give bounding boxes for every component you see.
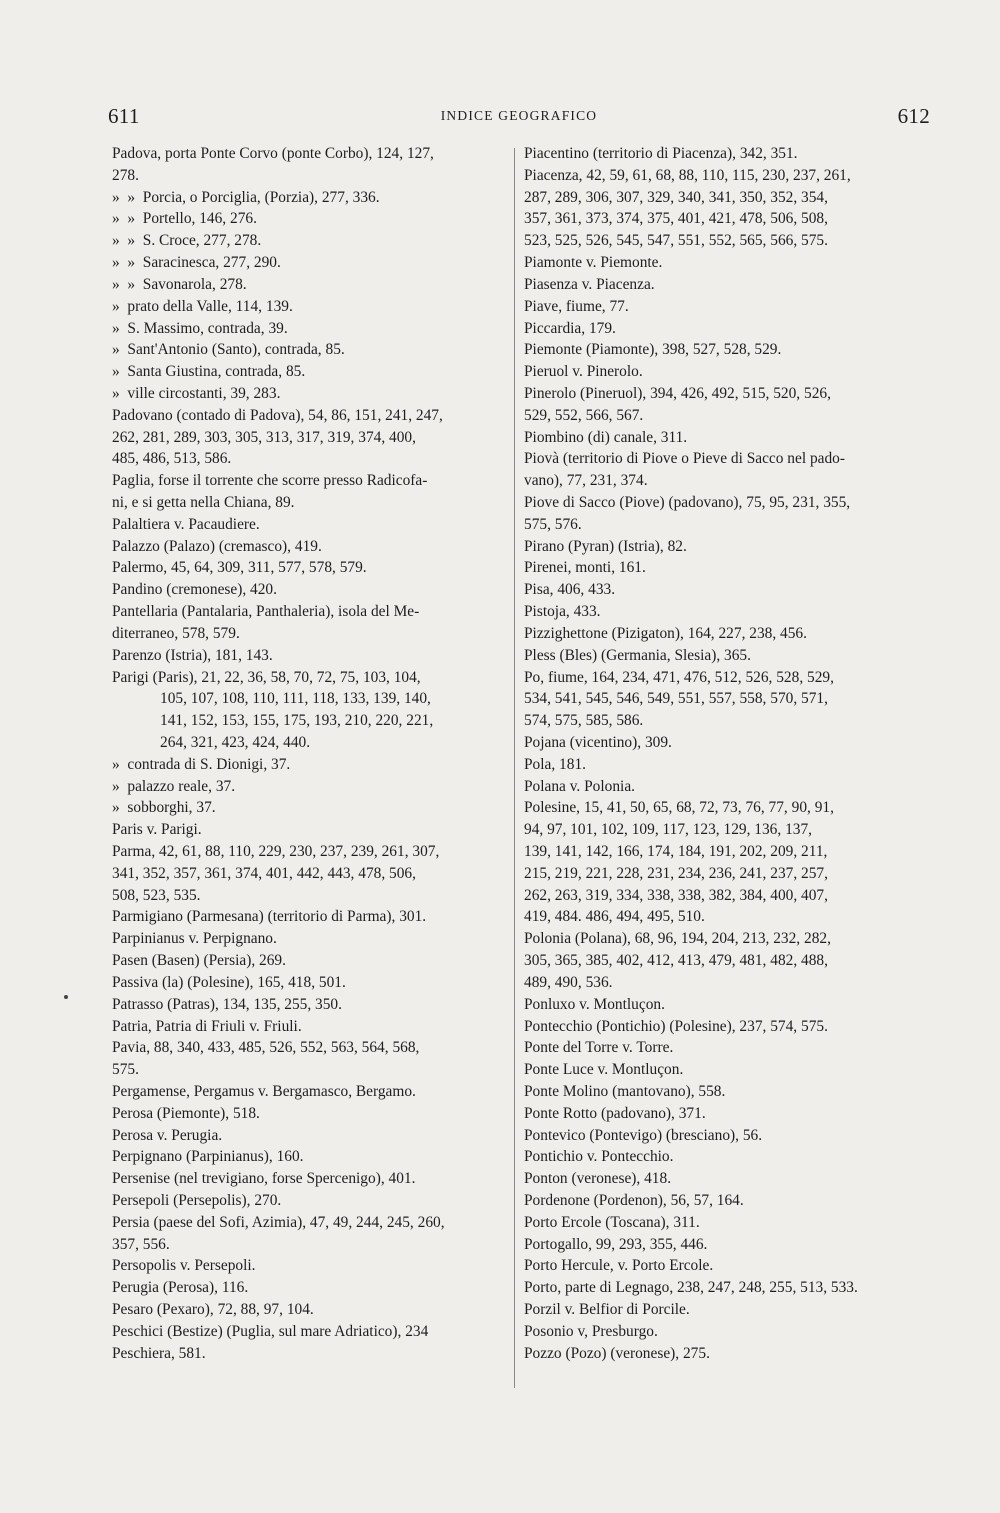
index-entry-headline: Pola, 181. [524, 755, 586, 773]
index-entry-headline: Passiva (la) (Polesine), 165, 418, 501. [112, 973, 346, 991]
index-entry [112, 994, 506, 1016]
index-entry-headline: Pergamense, Pergamus v. Bergamasco, Bergamo. [112, 1082, 416, 1100]
index-entry-headline: Persenise (nel trevigiano, forse Spercenigo), 401. [112, 1170, 416, 1188]
index-entry-headline: Persia (paese del Sofi, Azimia), 47, 49, 244, 245, 260, [112, 1213, 445, 1231]
index-entry-continuation: 105, 107, 108, 110, 111, 118, 133, 139, 140, [160, 690, 431, 708]
index-entry-headline: » » Porcia, o Porciglia, (Porzia), 277, 336. [112, 188, 380, 206]
index-entry [524, 1146, 930, 1168]
index-entry-headline: Piovà (territorio di Piove o Pieve di Sacco nel pado- [524, 450, 845, 468]
index-entry [524, 1299, 930, 1321]
margin-ink-dot [64, 995, 68, 999]
index-entry-headline: Peschiera, 581. [112, 1344, 206, 1362]
index-entry-headline: Pojana (vicentino), 309. [524, 733, 672, 751]
index-entry-continuation: 141, 152, 153, 155, 175, 193, 210, 220, 221, [160, 712, 434, 730]
index-entry [112, 819, 506, 841]
index-entry [524, 492, 930, 536]
index-entry [112, 1212, 506, 1256]
index-entry [112, 361, 506, 383]
index-entry [524, 579, 930, 601]
index-entry-continuation: 575, 576. [524, 515, 582, 533]
index-entry-headline: Perosa (Piemonte), 518. [112, 1104, 260, 1122]
index-entry [112, 906, 506, 928]
index-entry-headline: Pasen (Basen) (Persia), 269. [112, 952, 286, 970]
index-entry-continuation: 262, 263, 319, 334, 338, 338, 382, 384, 400, 407, [524, 886, 828, 904]
index-entry-headline: Pieruol v. Pinerolo. [524, 363, 643, 381]
page-number-left: 611 [108, 104, 140, 128]
index-entry [112, 296, 506, 318]
index-entry-headline: Pisa, 406, 433. [524, 581, 616, 599]
index-entry-headline: Ponte del Torre v. Torre. [524, 1039, 674, 1057]
index-entry [524, 1255, 930, 1277]
index-entry [524, 252, 930, 274]
index-entry-headline: » Sant'Antonio (Santo), contrada, 85. [112, 341, 345, 359]
index-entry-continuation: 489, 490, 536. [524, 973, 613, 991]
index-entry-headline: Piombino (di) canale, 311. [524, 428, 688, 446]
index-entry [112, 1037, 506, 1081]
index-entry-headline: Ponte Rotto (padovano), 371. [524, 1104, 706, 1122]
index-entry-headline: Piove di Sacco (Piove) (padovano), 75, 95, 231, 355, [524, 494, 851, 511]
index-entry-headline: Pistoja, 433. [524, 603, 601, 621]
index-entry-headline: Parma, 42, 61, 88, 110, 229, 230, 237, 239, 261, 307, [112, 843, 440, 860]
index-entry-headline: Pandino (cremonese), 420. [112, 581, 277, 599]
index-entry [112, 601, 506, 645]
index-entry-continuation: 264, 321, 423, 424, 440. [160, 733, 311, 751]
index-entry [524, 623, 930, 645]
index-entry-continuation: 278. [112, 166, 139, 184]
index-entry-headline: Posonio v, Presburgo. [524, 1322, 658, 1340]
index-entry [112, 754, 506, 776]
index-entry-continuation: 575. [112, 1061, 139, 1079]
index-entry [112, 667, 506, 754]
index-entry-headline: Porto Hercule, v. Porto Ercole. [524, 1257, 714, 1275]
index-entry-headline: Perugia (Perosa), 116. [112, 1279, 249, 1297]
index-entry-continuation: 508, 523, 535. [112, 886, 201, 904]
index-entry [112, 187, 506, 209]
index-entry-headline: Pizzighettone (Pizigaton), 164, 227, 238, 456. [524, 624, 807, 642]
index-entry-headline: Palermo, 45, 64, 309, 311, 577, 578, 579. [112, 559, 367, 577]
index-entry-continuation: 529, 552, 566, 567. [524, 406, 644, 424]
index-entry-headline: Ponte Luce v. Montluçon. [524, 1061, 684, 1079]
index-entry [112, 252, 506, 274]
index-entry-headline: Patrasso (Patras), 134, 135, 255, 350. [112, 995, 342, 1013]
index-entry [524, 928, 930, 993]
index-entry-headline: Ponton (veronese), 418. [524, 1170, 672, 1188]
index-entry [112, 776, 506, 798]
index-entry-headline: Porzil v. Belfior di Porcile. [524, 1301, 690, 1319]
index-entry-headline: » » Saracinesca, 277, 290. [112, 254, 281, 272]
index-entry [112, 1190, 506, 1212]
index-entry-headline: Piacentino (territorio di Piacenza), 342, 351. [524, 145, 798, 162]
index-entry-headline: Piemonte (Piamonte), 398, 527, 528, 529. [524, 341, 782, 359]
index-entry-continuation: 485, 486, 513, 586. [112, 450, 232, 468]
index-entry-headline: Ponte Molino (mantovano), 558. [524, 1082, 726, 1100]
page-header [108, 104, 930, 134]
index-entry-headline: Po, fiume, 164, 234, 471, 476, 512, 526, 528, 529, [524, 668, 834, 686]
index-entry-headline: Pontevico (Pontevigo) (bresciano), 56. [524, 1126, 763, 1144]
index-entry-headline: Paris v. Parigi. [112, 821, 202, 839]
index-entry-headline: Persepoli (Persepolis), 270. [112, 1192, 282, 1209]
index-entry [112, 1299, 506, 1321]
index-entry [524, 776, 930, 798]
index-entry [112, 208, 506, 230]
index-entry-continuation: 534, 541, 545, 546, 549, 551, 557, 558, 570, 571, [524, 690, 828, 708]
index-entry [524, 1016, 930, 1038]
index-entry [524, 994, 930, 1016]
index-entry [524, 274, 930, 296]
index-entry [112, 230, 506, 252]
index-entry [524, 797, 930, 928]
index-entry [112, 383, 506, 405]
index-entry [524, 448, 930, 492]
index-entry-continuation: 262, 281, 289, 303, 305, 313, 317, 319, 374, 400, [112, 428, 416, 446]
index-entry-continuation: 305, 365, 385, 402, 412, 413, 479, 481, 482, 488, [524, 952, 828, 970]
index-entry-headline: Pordenone (Pordenon), 56, 57, 164. [524, 1192, 744, 1209]
index-entry-continuation: 94, 97, 101, 102, 109, 117, 123, 129, 136, 137, [524, 821, 813, 839]
index-entry [524, 361, 930, 383]
index-entry-headline: Portogallo, 99, 293, 355, 446. [524, 1235, 708, 1253]
index-column-left [112, 143, 506, 1365]
index-entry-headline: Parenzo (Istria), 181, 143. [112, 646, 273, 664]
index-entry-headline: » sobborghi, 37. [112, 799, 216, 817]
index-entry [112, 470, 506, 514]
index-entry [524, 557, 930, 579]
index-entry [524, 1234, 930, 1256]
index-entry [112, 1321, 506, 1343]
index-entry [112, 928, 506, 950]
index-entry [524, 383, 930, 427]
index-entry-headline: Piacenza, 42, 59, 61, 68, 88, 110, 115, 230, 237, 261, [524, 166, 851, 184]
index-entry-headline: Polana v. Polonia. [524, 777, 636, 795]
index-entry [112, 274, 506, 296]
index-entry [524, 296, 930, 318]
index-entry-continuation: 419, 484. 486, 494, 495, 510. [524, 908, 705, 926]
index-entry [112, 536, 506, 558]
index-entry [524, 645, 930, 667]
index-entry-headline: » S. Massimo, contrada, 39. [112, 319, 288, 337]
index-entry-headline: Padova, porta Ponte Corvo (ponte Corbo), 124, 127, [112, 145, 434, 162]
index-entry [524, 1343, 930, 1365]
index-entry-headline: Palazzo (Palazo) (cremasco), 419. [112, 537, 322, 555]
index-entry-continuation: 574, 575, 585, 586. [524, 712, 644, 730]
index-entry-headline: Piccardia, 179. [524, 319, 616, 337]
running-title: INDICE GEOGRAFICO [440, 108, 598, 123]
index-entry [524, 1321, 930, 1343]
index-entry-headline: Peschici (Bestize) (Puglia, sul mare Adriatico), 234 [112, 1322, 429, 1340]
index-entry-headline: Parmigiano (Parmesana) (territorio di Parma), 301. [112, 908, 427, 926]
index-entry-headline: Pontichio v. Pontecchio. [524, 1148, 674, 1166]
index-entry [524, 1103, 930, 1125]
index-entry-continuation: vano), 77, 231, 374. [524, 472, 648, 490]
index-entry [524, 667, 930, 732]
index-entry [524, 339, 930, 361]
index-entry [112, 1016, 506, 1038]
index-entry-headline: Pirano (Pyran) (Istria), 82. [524, 537, 687, 555]
index-entry-headline: » prato della Valle, 114, 139. [112, 297, 293, 315]
index-entry-headline: Polesine, 15, 41, 50, 65, 68, 72, 73, 76, 77, 90, 91, [524, 799, 834, 817]
index-entry [112, 1125, 506, 1147]
index-entry [524, 1190, 930, 1212]
index-entry-headline: Porto, parte di Legnago, 238, 247, 248, 255, 513, 533. [524, 1279, 858, 1297]
index-entry-headline: » palazzo reale, 37. [112, 777, 236, 795]
index-entry [112, 1168, 506, 1190]
column-divider [514, 148, 515, 1388]
index-entry [524, 143, 930, 165]
index-entry-headline: » Santa Giustina, contrada, 85. [112, 363, 306, 381]
index-entry [112, 645, 506, 667]
index-entry [112, 1255, 506, 1277]
index-entry [112, 339, 506, 361]
index-entry-continuation: ni, e si getta nella Chiana, 89. [112, 494, 295, 511]
index-entry [524, 1125, 930, 1147]
index-entry-headline: » » Savonarola, 278. [112, 275, 247, 293]
index-entry [524, 318, 930, 340]
index-entry [112, 841, 506, 906]
index-entry-continuation: 139, 141, 142, 166, 174, 184, 191, 202, 209, 211, [524, 843, 828, 860]
index-entry [524, 1081, 930, 1103]
index-entry [524, 1059, 930, 1081]
index-entry [524, 732, 930, 754]
index-entry-headline: Polonia (Polana), 68, 96, 194, 204, 213, 232, 282, [524, 930, 831, 948]
index-entry-headline: Palaltiera v. Pacaudiere. [112, 515, 260, 533]
index-entry-continuation: 215, 219, 221, 228, 231, 234, 236, 241, 237, 257, [524, 864, 828, 882]
index-entry [524, 427, 930, 449]
index-entry [112, 1277, 506, 1299]
index-entry-headline: Pless (Bles) (Germania, Slesia), 365. [524, 646, 751, 664]
index-entry [112, 405, 506, 470]
index-entry-continuation: 287, 289, 306, 307, 329, 340, 341, 350, 352, 354, [524, 188, 828, 206]
index-entry-headline: Pavia, 88, 340, 433, 485, 526, 552, 563, 564, 568, [112, 1039, 420, 1057]
index-entry-headline: Pantellaria (Pantalaria, Panthaleria), isola del Me- [112, 603, 420, 621]
index-entry [112, 514, 506, 536]
index-entry [524, 1277, 930, 1299]
index-entry-headline: Piave, fiume, 77. [524, 297, 629, 315]
index-entry [524, 1212, 930, 1234]
index-entry-headline: » » S. Croce, 277, 278. [112, 232, 262, 250]
index-entry-headline: Ponluxo v. Montluçon. [524, 995, 665, 1013]
index-entry-headline: » ville circostanti, 39, 283. [112, 384, 281, 402]
index-entry-continuation: 357, 556. [112, 1235, 170, 1253]
index-entry-headline: Perpignano (Parpinianus), 160. [112, 1148, 304, 1166]
index-entry-headline: Persopolis v. Persepoli. [112, 1257, 256, 1275]
index-entry-headline: Pinerolo (Pineruol), 394, 426, 492, 515, 520, 526, [524, 384, 831, 402]
index-entry [112, 950, 506, 972]
index-entry-headline: Pesaro (Pexaro), 72, 88, 97, 104. [112, 1301, 314, 1319]
index-entry-headline: Patria, Patria di Friuli v. Friuli. [112, 1017, 302, 1035]
index-entry-headline: Pontecchio (Pontichio) (Polesine), 237, 574, 575. [524, 1017, 828, 1035]
index-entry-headline: Piamonte v. Piemonte. [524, 254, 663, 272]
index-entry [112, 1103, 506, 1125]
index-entry-continuation: diterraneo, 578, 579. [112, 624, 240, 642]
index-entry [112, 318, 506, 340]
index-entry [112, 557, 506, 579]
index-entry [112, 972, 506, 994]
index-entry [112, 143, 506, 187]
index-entry-headline: Parpinianus v. Perpignano. [112, 930, 277, 948]
index-entry-headline: Piasenza v. Piacenza. [524, 275, 655, 293]
index-entry-continuation: 523, 525, 526, 545, 547, 551, 552, 565, 566, 575. [524, 232, 828, 250]
index-entry-headline: » contrada di S. Dionigi, 37. [112, 755, 291, 773]
index-entry-headline: Paglia, forse il torrente che scorre presso Radicofa- [112, 472, 428, 490]
page-number-right: 612 [897, 104, 930, 128]
index-entry-headline: Padovano (contado di Padova), 54, 86, 151, 241, 247, [112, 406, 443, 424]
index-entry [112, 1146, 506, 1168]
index-entry [524, 165, 930, 252]
index-entry [112, 797, 506, 819]
index-entry [112, 1081, 506, 1103]
index-entry-headline: Perosa v. Perugia. [112, 1126, 223, 1144]
index-entry-headline: Parigi (Paris), 21, 22, 36, 58, 70, 72, 75, 103, 104, [112, 668, 421, 686]
index-entry-headline: Porto Ercole (Toscana), 311. [524, 1213, 700, 1231]
index-entry [524, 1037, 930, 1059]
index-entry-continuation: 341, 352, 357, 361, 374, 401, 442, 443, 478, 506, [112, 864, 416, 882]
index-entry-continuation: 357, 361, 373, 374, 375, 401, 421, 478, 506, 508, [524, 210, 828, 228]
index-entry [524, 1168, 930, 1190]
index-column-right [524, 143, 930, 1365]
index-entry-headline: Pirenei, monti, 161. [524, 559, 646, 577]
index-entry [524, 536, 930, 558]
index-entry [112, 579, 506, 601]
index-entry-headline: Pozzo (Pozo) (veronese), 275. [524, 1344, 710, 1362]
index-entry [524, 601, 930, 623]
index-entry [112, 1343, 506, 1365]
index-entry-headline: » » Portello, 146, 276. [112, 210, 257, 228]
index-entry [524, 754, 930, 776]
